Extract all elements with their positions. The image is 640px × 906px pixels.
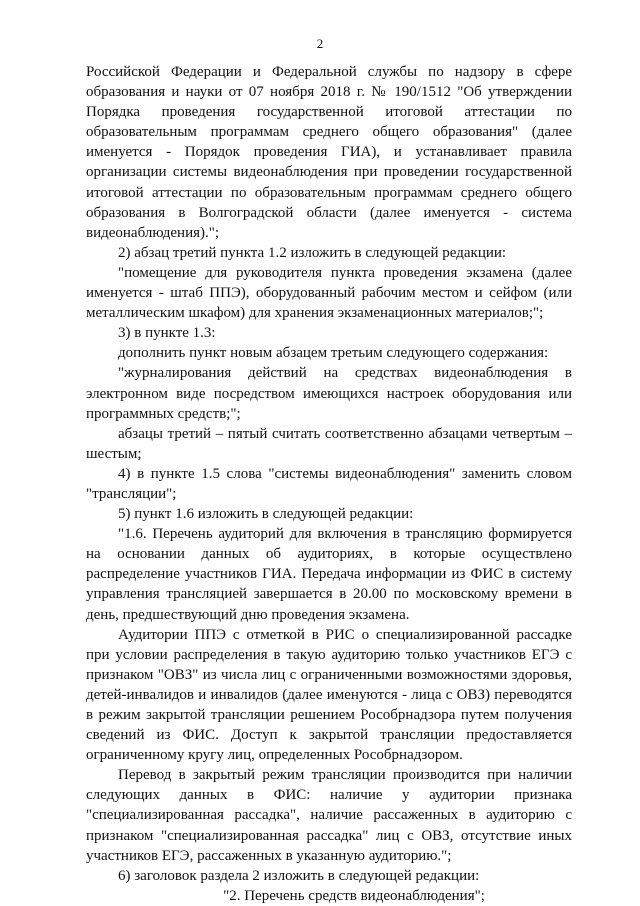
paragraph-item-6: 6) заголовок раздела 2 изложить в следующей редакции:: [118, 867, 480, 884]
paragraph-item-5: 5) пункт 1.6 изложить в следующей редакции:: [118, 506, 414, 523]
section-2-heading: "2. Перечень средств видеонаблюдения";: [223, 887, 485, 904]
paragraph-item-3-add: дополнить пункт новым абзацем третьим следующего содержания:: [118, 345, 549, 362]
paragraph-item-5-text-2: Аудитории ППЭ с отметкой в РИС о специализированной рассадке при условии распределения в такую аудиторию только участников ЕГЭ с признаком "ОВЗ" из числа лиц с ограниченными возможностями здоровья, детей-инвалидов и инвалидов (далее именуются - лица с ОВЗ) переводятся в режим закрытой трансляции решением Рособрнадзора путем получения сведений из ФИС. Доступ к закрытой трансляции предоставляется ограниченному кругу лиц, определенных Рособрнадзором.: [86, 626, 572, 764]
paragraph-item-5-text-1: "1.6. Перечень аудиторий для включения в трансляцию формируется на основании данных об аудиториях, в которые осуществлено распределение участников ГИА. Передача информации из ФИС в систему управления трансляцией завершается в 20.00 по московскому времени в день, предшествующий дню проведения экзамена.: [86, 526, 572, 623]
page-number: 2: [316, 36, 324, 51]
paragraph-item-4: 4) в пункте 1.5 слова "системы видеонаблюдения" заменить словом "трансляции";: [86, 465, 572, 502]
paragraph-item-3: 3) в пункте 1.3:: [118, 325, 216, 342]
paragraph-intro-continuation: Российской Федерации и Федеральной службы по надзору в сфере образования и науки от 07 ноября 2018 г. № 190/1512 "Об утверждении Порядка проведения государственной итоговой аттестации по образовательным программам среднего общего образования" (далее именуется - Порядок проведения ГИА), и устанавливает правила организации системы видеонаблюдения при проведении государственной итоговой аттестации по образовательным программам среднего общего образования в Волгоградской области (далее именуется - система видеонаблюдения).";: [86, 64, 572, 241]
paragraph-item-3-text: "журналирования действий на средствах видеонаблюдения в электронном виде посредством имеющихся настроек оборудования или программных средств;";: [86, 365, 572, 422]
paragraph-item-3-renumber: абзацы третий – пятый считать соответственно абзацами четвертым – шестым;: [86, 425, 572, 462]
document-body: [86, 62, 572, 906]
paragraph-item-5-text-3: Перевод в закрытый режим трансляции производится при наличии следующих данных в ФИС: наличие у аудитории признака "специализированная рассадка", наличие рассаженных в аудиторию с признаком "специализированная рассадка" лиц с ОВЗ, отсутствие иных участников ЕГЭ, рассаженных в указанную аудиторию.";: [86, 767, 572, 864]
paragraph-item-2-text: "помещение для руководителя пункта проведения экзамена (далее именуется - штаб ППЭ), оборудованный рабочим местом и сейфом (или металлическим шкафом) для хранения экзаменационных материалов;";: [86, 264, 572, 322]
paragraph-item-2: 2) абзац третий пункта 1.2 изложить в следующей редакции:: [118, 244, 507, 261]
